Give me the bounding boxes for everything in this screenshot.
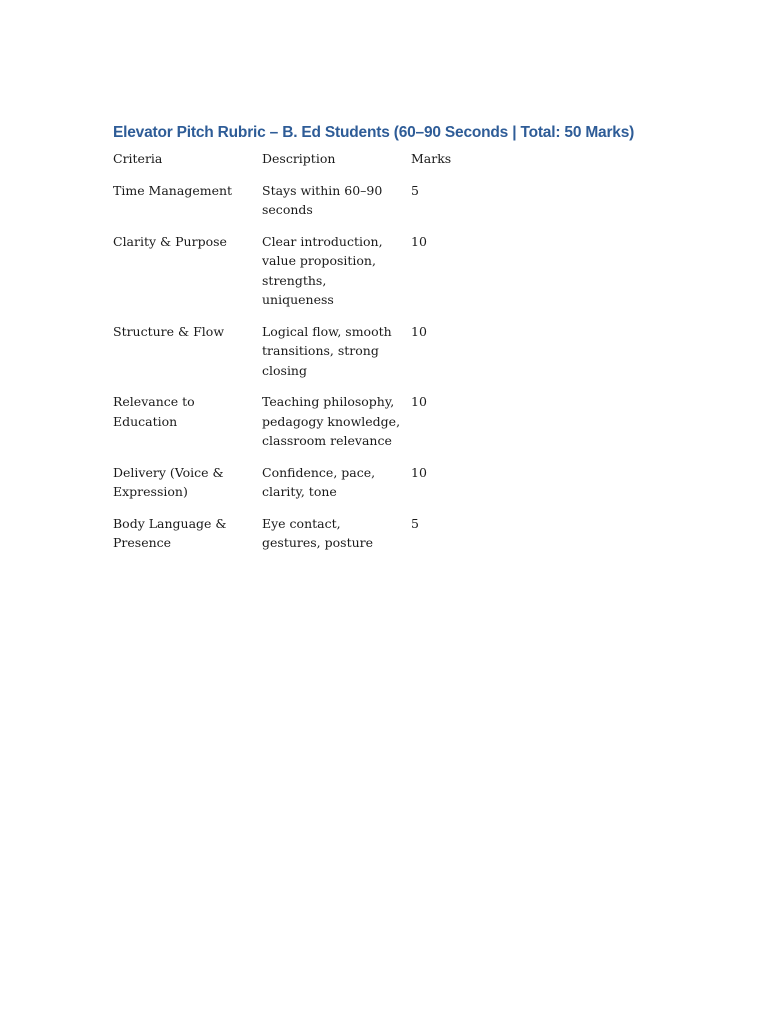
table-row [113, 181, 533, 220]
table-row [113, 463, 533, 502]
header-criteria: Criteria [113, 151, 163, 166]
marks-cell: 10 [411, 394, 427, 409]
marks-cell: 5 [411, 182, 419, 198]
table-row [113, 392, 533, 451]
table-row [113, 322, 533, 381]
criteria-cell: Delivery (Voice & Expression) [113, 464, 224, 499]
table-header-row [113, 149, 533, 169]
marks-cell: 10 [411, 464, 427, 480]
description-cell: Clear introduction, value proposition, strengths, uniqueness [262, 233, 383, 307]
table-row [113, 232, 533, 310]
description-cell: Stays within 60–90 seconds [262, 182, 383, 217]
marks-cell: 5 [411, 515, 419, 531]
description-cell: Logical flow, smooth transitions, strong closing [262, 323, 392, 378]
header-marks: Marks [411, 151, 452, 166]
header-description: Description [262, 151, 336, 166]
description-cell: Confidence, pace, clarity, tone [262, 464, 376, 499]
criteria-cell: Body Language & Presence [113, 515, 227, 550]
marks-cell: 10 [411, 323, 427, 339]
table-row [113, 514, 533, 553]
criteria-cell: Clarity & Purpose [113, 233, 227, 249]
marks-cell: 10 [411, 233, 427, 249]
criteria-cell: Time Management [113, 182, 233, 198]
description-cell: Eye contact, gestures, posture [262, 515, 374, 550]
rubric-table [113, 149, 533, 565]
document-title: Elevator Pitch Rubric – B. Ed Students (60–90 Seconds | Total: 50 Marks) [113, 124, 635, 141]
criteria-cell: Relevance to Education [113, 394, 195, 429]
criteria-cell: Structure & Flow [113, 323, 225, 339]
description-cell: Teaching philosophy, pedagogy knowledge, classroom relevance [262, 394, 401, 448]
